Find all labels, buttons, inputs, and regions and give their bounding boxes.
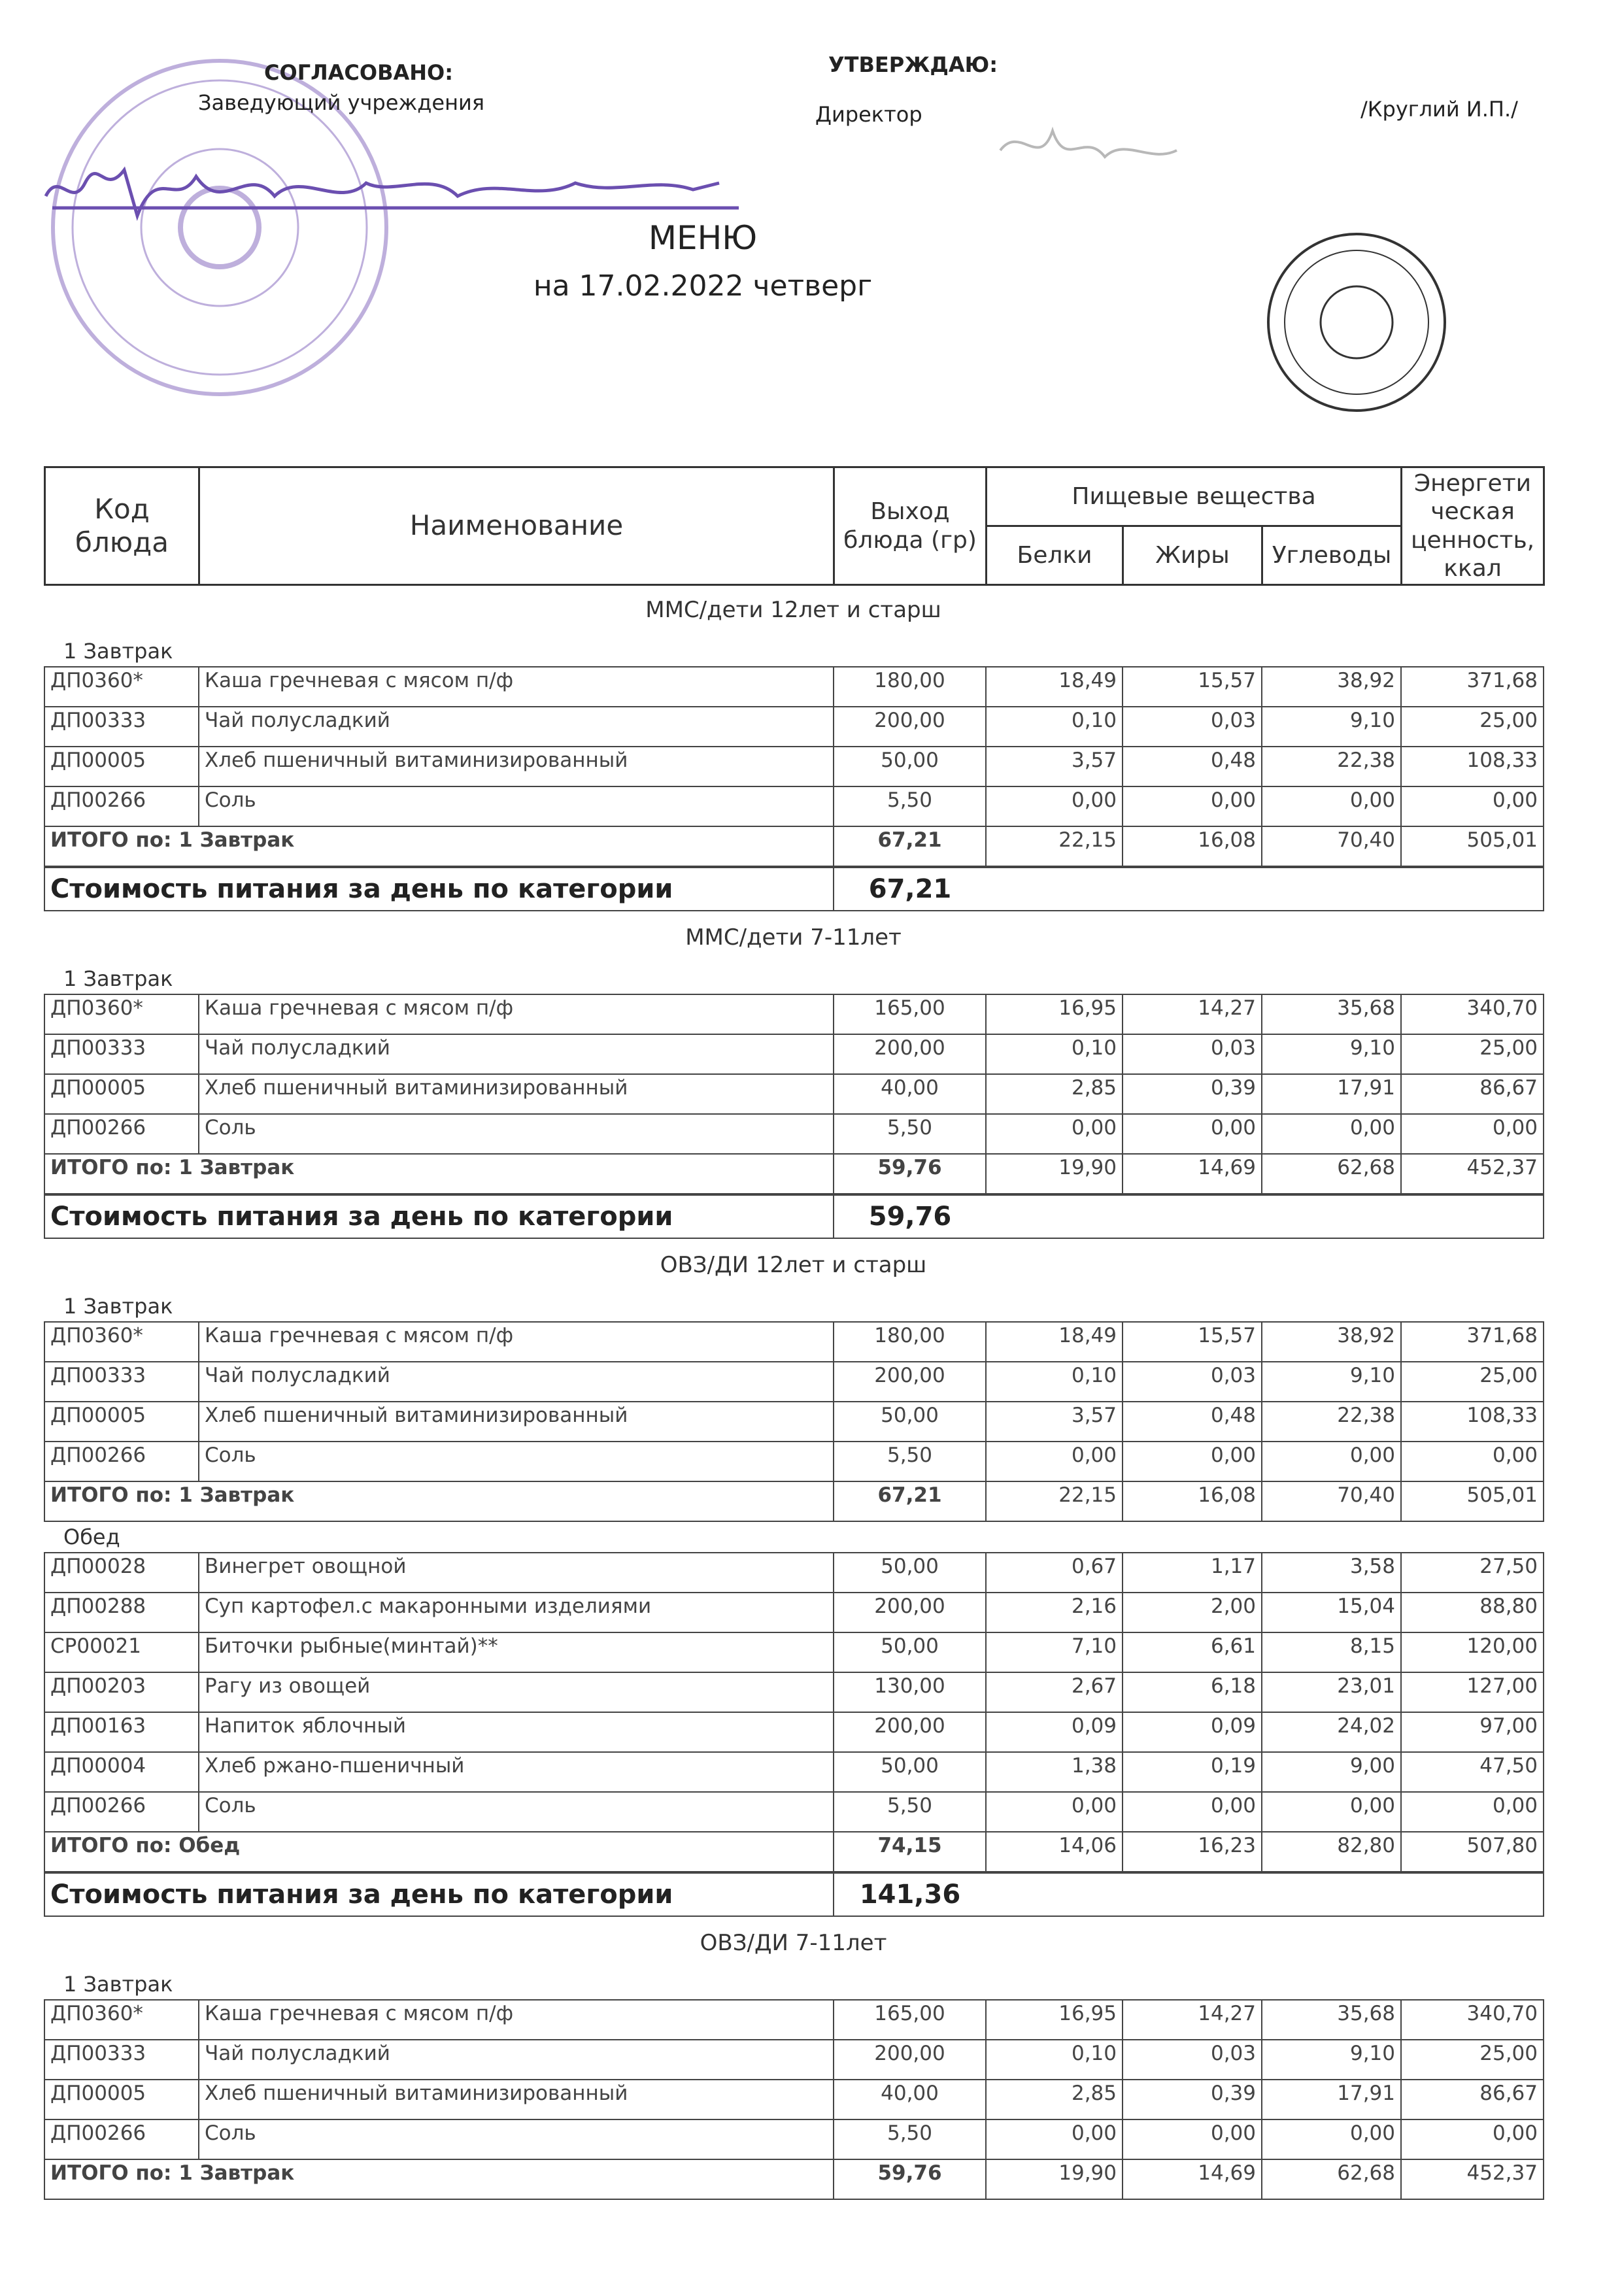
protein-cell: 16,95 bbox=[986, 2000, 1123, 2040]
energy-cell: 340,70 bbox=[1401, 994, 1544, 1034]
col-nutrients: Пищевые вещества bbox=[987, 467, 1402, 526]
dish-code-cell: ДП00266 bbox=[44, 1792, 199, 1832]
total-protein-cell: 22,15 bbox=[986, 826, 1123, 866]
col-fat: Жиры bbox=[1123, 526, 1262, 585]
dish-name-cell: Чай полусладкий bbox=[199, 2040, 834, 2080]
carbs-cell: 9,10 bbox=[1262, 1362, 1401, 1402]
dish-yield-cell: 50,00 bbox=[834, 1402, 986, 1442]
fat-cell: 0,00 bbox=[1123, 1442, 1262, 1481]
cost-row bbox=[44, 1195, 1544, 1238]
fat-cell: 2,00 bbox=[1123, 1593, 1262, 1632]
dish-code-cell: ДП00163 bbox=[44, 1712, 199, 1752]
total-energy-cell: 452,37 bbox=[1401, 2159, 1544, 2199]
carbs-cell: 22,38 bbox=[1262, 747, 1401, 786]
dish-name-cell: Хлеб пшеничный витаминизированный bbox=[199, 2080, 834, 2119]
table-row bbox=[44, 1672, 1544, 1712]
fat-cell: 0,48 bbox=[1123, 1402, 1262, 1442]
column-header-table bbox=[44, 466, 1545, 586]
dish-code-cell: ДП00333 bbox=[44, 1362, 199, 1402]
dish-yield-cell: 130,00 bbox=[834, 1672, 986, 1712]
total-row bbox=[44, 2159, 1544, 2199]
fat-cell: 0,39 bbox=[1123, 1074, 1262, 1114]
meal-table bbox=[44, 994, 1544, 1194]
fat-cell: 15,57 bbox=[1123, 667, 1262, 707]
dish-code-cell: ДП0360* bbox=[44, 2000, 199, 2040]
protein-cell: 0,00 bbox=[986, 2119, 1123, 2159]
energy-cell: 97,00 bbox=[1401, 1712, 1544, 1752]
signature-left bbox=[46, 170, 739, 216]
total-energy-cell: 452,37 bbox=[1401, 1154, 1544, 1194]
dish-code-cell: ДП00203 bbox=[44, 1672, 199, 1712]
protein-cell: 0,00 bbox=[986, 786, 1123, 826]
fat-cell: 0,00 bbox=[1123, 2119, 1262, 2159]
dish-yield-cell: 165,00 bbox=[834, 2000, 986, 2040]
dish-name-cell: Хлеб пшеничный витаминизированный bbox=[199, 1074, 834, 1114]
dish-code-cell: ДП00028 bbox=[44, 1553, 199, 1593]
meal-table bbox=[44, 1999, 1544, 2200]
energy-cell: 27,50 bbox=[1401, 1553, 1544, 1593]
energy-cell: 127,00 bbox=[1401, 1672, 1544, 1712]
protein-cell: 2,16 bbox=[986, 1593, 1123, 1632]
table-row bbox=[44, 1402, 1544, 1442]
dish-code-cell: ДП00005 bbox=[44, 1074, 199, 1114]
approve-name: /Круглий И.П./ bbox=[1360, 97, 1518, 122]
meal-label: 1 Завтрак bbox=[63, 966, 173, 991]
energy-cell: 0,00 bbox=[1401, 2119, 1544, 2159]
total-fat-cell: 16,23 bbox=[1123, 1832, 1262, 1872]
total-fat-cell: 14,69 bbox=[1123, 1154, 1262, 1194]
total-row bbox=[44, 826, 1544, 866]
dish-yield-cell: 5,50 bbox=[834, 786, 986, 826]
col-yield: Выход блюда (гр) bbox=[834, 467, 987, 585]
category-section bbox=[44, 1239, 1543, 1917]
approve-label: УТВЕРЖДАЮ: bbox=[828, 52, 998, 77]
table-row bbox=[44, 1792, 1544, 1832]
total-fat-cell: 16,08 bbox=[1123, 826, 1262, 866]
protein-cell: 3,57 bbox=[986, 747, 1123, 786]
total-row bbox=[44, 1481, 1544, 1521]
dish-yield-cell: 165,00 bbox=[834, 994, 986, 1034]
total-carbs-cell: 62,68 bbox=[1262, 1154, 1401, 1194]
cost-table bbox=[44, 1194, 1544, 1239]
total-yield-cell: 67,21 bbox=[834, 1481, 986, 1521]
energy-cell: 88,80 bbox=[1401, 1593, 1544, 1632]
category-section bbox=[44, 584, 1543, 911]
dish-yield-cell: 200,00 bbox=[834, 707, 986, 747]
meal-table bbox=[44, 1552, 1544, 1872]
energy-cell: 371,68 bbox=[1401, 1322, 1544, 1362]
energy-cell: 0,00 bbox=[1401, 1442, 1544, 1481]
dish-yield-cell: 50,00 bbox=[834, 747, 986, 786]
dish-code-cell: ДП00333 bbox=[44, 2040, 199, 2080]
cost-value: 59,76 bbox=[834, 1195, 986, 1238]
energy-cell: 86,67 bbox=[1401, 2080, 1544, 2119]
protein-cell: 0,67 bbox=[986, 1553, 1123, 1593]
energy-cell: 47,50 bbox=[1401, 1752, 1544, 1792]
cost-blank bbox=[986, 1195, 1544, 1238]
protein-cell: 0,10 bbox=[986, 2040, 1123, 2080]
total-fat-cell: 14,69 bbox=[1123, 2159, 1262, 2199]
protein-cell: 0,09 bbox=[986, 1712, 1123, 1752]
total-label-cell: ИТОГО по: 1 Завтрак bbox=[44, 1154, 834, 1194]
total-yield-cell: 59,76 bbox=[834, 2159, 986, 2199]
protein-cell: 0,10 bbox=[986, 707, 1123, 747]
total-label-cell: ИТОГО по: 1 Завтрак bbox=[44, 826, 834, 866]
table-row bbox=[44, 786, 1544, 826]
dish-name-cell: Каша гречневая с мясом п/ф bbox=[199, 1322, 834, 1362]
dish-name-cell: Винегрет овощной bbox=[199, 1553, 834, 1593]
energy-cell: 340,70 bbox=[1401, 2000, 1544, 2040]
carbs-cell: 38,92 bbox=[1262, 667, 1401, 707]
cost-label: Стоимость питания за день по категории bbox=[44, 1195, 834, 1238]
dish-code-cell: ДП00333 bbox=[44, 707, 199, 747]
energy-cell: 108,33 bbox=[1401, 1402, 1544, 1442]
energy-cell: 25,00 bbox=[1401, 707, 1544, 747]
cost-row bbox=[44, 1873, 1544, 1916]
total-energy-cell: 505,01 bbox=[1401, 1481, 1544, 1521]
cost-value: 141,36 bbox=[834, 1873, 986, 1916]
fat-cell: 15,57 bbox=[1123, 1322, 1262, 1362]
carbs-cell: 9,10 bbox=[1262, 707, 1401, 747]
energy-cell: 120,00 bbox=[1401, 1632, 1544, 1672]
table-row bbox=[44, 1712, 1544, 1752]
signature-right bbox=[1000, 131, 1177, 157]
protein-cell: 2,67 bbox=[986, 1672, 1123, 1712]
total-fat-cell: 16,08 bbox=[1123, 1481, 1262, 1521]
protein-cell: 7,10 bbox=[986, 1632, 1123, 1672]
dish-code-cell: СР00021 bbox=[44, 1632, 199, 1672]
table-row bbox=[44, 667, 1544, 707]
protein-cell: 18,49 bbox=[986, 1322, 1123, 1362]
protein-cell: 0,00 bbox=[986, 1792, 1123, 1832]
fat-cell: 0,39 bbox=[1123, 2080, 1262, 2119]
carbs-cell: 35,68 bbox=[1262, 2000, 1401, 2040]
dish-code-cell: ДП0360* bbox=[44, 667, 199, 707]
menu-body bbox=[44, 584, 1543, 2200]
dish-name-cell: Напиток яблочный bbox=[199, 1712, 834, 1752]
col-energy: Энергети ческая ценность, ккал bbox=[1402, 467, 1544, 585]
carbs-cell: 35,68 bbox=[1262, 994, 1401, 1034]
carbs-cell: 0,00 bbox=[1262, 1442, 1401, 1481]
dish-code-cell: ДП00288 bbox=[44, 1593, 199, 1632]
dish-name-cell: Хлеб ржано-пшеничный bbox=[199, 1752, 834, 1792]
cost-table bbox=[44, 1872, 1544, 1917]
fat-cell: 6,18 bbox=[1123, 1672, 1262, 1712]
total-protein-cell: 19,90 bbox=[986, 2159, 1123, 2199]
dish-name-cell: Соль bbox=[199, 1792, 834, 1832]
table-row bbox=[44, 1593, 1544, 1632]
dish-name-cell: Соль bbox=[199, 786, 834, 826]
fat-cell: 0,00 bbox=[1123, 1792, 1262, 1832]
dish-code-cell: ДП00005 bbox=[44, 747, 199, 786]
dish-name-cell: Чай полусладкий bbox=[199, 1362, 834, 1402]
carbs-cell: 8,15 bbox=[1262, 1632, 1401, 1672]
protein-cell: 0,00 bbox=[986, 1442, 1123, 1481]
table-row bbox=[44, 1362, 1544, 1402]
protein-cell: 1,38 bbox=[986, 1752, 1123, 1792]
dish-name-cell: Чай полусладкий bbox=[199, 1034, 834, 1074]
page-subtitle: на 17.02.2022 четверг bbox=[533, 269, 873, 303]
fat-cell: 14,27 bbox=[1123, 2000, 1262, 2040]
table-row bbox=[44, 2080, 1544, 2119]
dish-yield-cell: 200,00 bbox=[834, 1362, 986, 1402]
dish-name-cell: Чай полусладкий bbox=[199, 707, 834, 747]
meal-table bbox=[44, 666, 1544, 867]
dish-name-cell: Каша гречневая с мясом п/ф bbox=[199, 2000, 834, 2040]
table-row bbox=[44, 1442, 1544, 1481]
fat-cell: 0,19 bbox=[1123, 1752, 1262, 1792]
protein-cell: 16,95 bbox=[986, 994, 1123, 1034]
category-title: ММС/дети 12лет и старш bbox=[645, 597, 941, 623]
table-row bbox=[44, 707, 1544, 747]
dish-yield-cell: 200,00 bbox=[834, 1712, 986, 1752]
fat-cell: 0,03 bbox=[1123, 707, 1262, 747]
agreed-position: Заведующий учреждения bbox=[198, 90, 485, 115]
total-carbs-cell: 70,40 bbox=[1262, 1481, 1401, 1521]
fat-cell: 6,61 bbox=[1123, 1632, 1262, 1672]
protein-cell: 2,85 bbox=[986, 1074, 1123, 1114]
meal-table bbox=[44, 1321, 1544, 1522]
carbs-cell: 0,00 bbox=[1262, 786, 1401, 826]
table-row bbox=[44, 1752, 1544, 1792]
col-name: Наименование bbox=[199, 467, 834, 585]
dish-yield-cell: 200,00 bbox=[834, 1034, 986, 1074]
energy-cell: 0,00 bbox=[1401, 1792, 1544, 1832]
cost-row bbox=[44, 868, 1544, 911]
dish-yield-cell: 40,00 bbox=[834, 1074, 986, 1114]
carbs-cell: 15,04 bbox=[1262, 1593, 1401, 1632]
protein-cell: 0,10 bbox=[986, 1362, 1123, 1402]
dish-code-cell: ДП00266 bbox=[44, 1442, 199, 1481]
cost-label: Стоимость питания за день по категории bbox=[44, 1873, 834, 1916]
dish-code-cell: ДП00333 bbox=[44, 1034, 199, 1074]
carbs-cell: 0,00 bbox=[1262, 1792, 1401, 1832]
dish-yield-cell: 200,00 bbox=[834, 2040, 986, 2080]
cost-blank bbox=[986, 868, 1544, 911]
total-carbs-cell: 82,80 bbox=[1262, 1832, 1401, 1872]
round-stamp-right bbox=[1268, 234, 1445, 411]
col-carbs: Углеводы bbox=[1262, 526, 1402, 585]
carbs-cell: 0,00 bbox=[1262, 1114, 1401, 1154]
page-title: МЕНЮ bbox=[648, 219, 758, 257]
meal-label: 1 Завтрак bbox=[63, 1294, 173, 1319]
energy-cell: 86,67 bbox=[1401, 1074, 1544, 1114]
energy-cell: 371,68 bbox=[1401, 667, 1544, 707]
fat-cell: 0,00 bbox=[1123, 1114, 1262, 1154]
protein-cell: 0,10 bbox=[986, 1034, 1123, 1074]
dish-name-cell: Биточки рыбные(минтай)** bbox=[199, 1632, 834, 1672]
table-row bbox=[44, 994, 1544, 1034]
protein-cell: 2,85 bbox=[986, 2080, 1123, 2119]
table-row bbox=[44, 747, 1544, 786]
total-energy-cell: 507,80 bbox=[1401, 1832, 1544, 1872]
carbs-cell: 0,00 bbox=[1262, 2119, 1401, 2159]
table-row bbox=[44, 1322, 1544, 1362]
total-label-cell: ИТОГО по: Обед bbox=[44, 1832, 834, 1872]
total-protein-cell: 22,15 bbox=[986, 1481, 1123, 1521]
dish-code-cell: ДП00004 bbox=[44, 1752, 199, 1792]
energy-cell: 0,00 bbox=[1401, 786, 1544, 826]
protein-cell: 3,57 bbox=[986, 1402, 1123, 1442]
carbs-cell: 38,92 bbox=[1262, 1322, 1401, 1362]
category-title: ОВЗ/ДИ 7-11лет bbox=[700, 1930, 887, 1956]
carbs-cell: 3,58 bbox=[1262, 1553, 1401, 1593]
dish-code-cell: ДП00005 bbox=[44, 2080, 199, 2119]
fat-cell: 1,17 bbox=[1123, 1553, 1262, 1593]
total-protein-cell: 14,06 bbox=[986, 1832, 1123, 1872]
meal-label: 1 Завтрак bbox=[63, 639, 173, 664]
total-carbs-cell: 70,40 bbox=[1262, 826, 1401, 866]
carbs-cell: 9,00 bbox=[1262, 1752, 1401, 1792]
carbs-cell: 9,10 bbox=[1262, 1034, 1401, 1074]
table-row bbox=[44, 1632, 1544, 1672]
category-title: ОВЗ/ДИ 12лет и старш bbox=[660, 1252, 927, 1278]
total-label-cell: ИТОГО по: 1 Завтрак bbox=[44, 2159, 834, 2199]
table-row bbox=[44, 2119, 1544, 2159]
dish-name-cell: Хлеб пшеничный витаминизированный bbox=[199, 747, 834, 786]
cost-table bbox=[44, 867, 1544, 911]
total-row bbox=[44, 1154, 1544, 1194]
fat-cell: 0,03 bbox=[1123, 1034, 1262, 1074]
agreed-label: СОГЛАСОВАНО: bbox=[264, 60, 454, 85]
cost-value: 67,21 bbox=[834, 868, 986, 911]
cost-blank bbox=[986, 1873, 1544, 1916]
table-row bbox=[44, 1553, 1544, 1593]
dish-yield-cell: 5,50 bbox=[834, 1114, 986, 1154]
carbs-cell: 17,91 bbox=[1262, 1074, 1401, 1114]
dish-code-cell: ДП00266 bbox=[44, 1114, 199, 1154]
dish-yield-cell: 5,50 bbox=[834, 1792, 986, 1832]
dish-name-cell: Соль bbox=[199, 2119, 834, 2159]
dish-yield-cell: 5,50 bbox=[834, 2119, 986, 2159]
protein-cell: 0,00 bbox=[986, 1114, 1123, 1154]
dish-name-cell: Каша гречневая с мясом п/ф bbox=[199, 994, 834, 1034]
dish-code-cell: ДП00266 bbox=[44, 786, 199, 826]
energy-cell: 108,33 bbox=[1401, 747, 1544, 786]
protein-cell: 18,49 bbox=[986, 667, 1123, 707]
fat-cell: 0,00 bbox=[1123, 786, 1262, 826]
table-row bbox=[44, 2040, 1544, 2080]
category-section bbox=[44, 1917, 1543, 2200]
dish-yield-cell: 50,00 bbox=[834, 1553, 986, 1593]
category-section bbox=[44, 911, 1543, 1239]
dish-name-cell: Каша гречневая с мясом п/ф bbox=[199, 667, 834, 707]
dish-name-cell: Рагу из овощей bbox=[199, 1672, 834, 1712]
table-row bbox=[44, 1074, 1544, 1114]
carbs-cell: 17,91 bbox=[1262, 2080, 1401, 2119]
total-row bbox=[44, 1832, 1544, 1872]
dish-code-cell: ДП00266 bbox=[44, 2119, 199, 2159]
carbs-cell: 9,10 bbox=[1262, 2040, 1401, 2080]
dish-name-cell: Соль bbox=[199, 1442, 834, 1481]
fat-cell: 0,03 bbox=[1123, 1362, 1262, 1402]
dish-yield-cell: 40,00 bbox=[834, 2080, 986, 2119]
table-row bbox=[44, 1034, 1544, 1074]
total-protein-cell: 19,90 bbox=[986, 1154, 1123, 1194]
fat-cell: 0,03 bbox=[1123, 2040, 1262, 2080]
dish-code-cell: ДП00005 bbox=[44, 1402, 199, 1442]
energy-cell: 0,00 bbox=[1401, 1114, 1544, 1154]
dish-code-cell: ДП0360* bbox=[44, 1322, 199, 1362]
dish-name-cell: Соль bbox=[199, 1114, 834, 1154]
carbs-cell: 24,02 bbox=[1262, 1712, 1401, 1752]
fat-cell: 0,48 bbox=[1123, 747, 1262, 786]
meal-label: Обед bbox=[63, 1525, 120, 1549]
total-energy-cell: 505,01 bbox=[1401, 826, 1544, 866]
total-yield-cell: 74,15 bbox=[834, 1832, 986, 1872]
meal-label: 1 Завтрак bbox=[63, 1972, 173, 1997]
dish-code-cell: ДП0360* bbox=[44, 994, 199, 1034]
dish-yield-cell: 50,00 bbox=[834, 1752, 986, 1792]
dish-yield-cell: 200,00 bbox=[834, 1593, 986, 1632]
table-row bbox=[44, 2000, 1544, 2040]
dish-yield-cell: 5,50 bbox=[834, 1442, 986, 1481]
carbs-cell: 23,01 bbox=[1262, 1672, 1401, 1712]
cost-label: Стоимость питания за день по категории bbox=[44, 868, 834, 911]
energy-cell: 25,00 bbox=[1401, 1362, 1544, 1402]
dish-yield-cell: 180,00 bbox=[834, 1322, 986, 1362]
dish-yield-cell: 50,00 bbox=[834, 1632, 986, 1672]
col-code: Код блюда bbox=[45, 467, 199, 585]
category-title: ММС/дети 7-11лет bbox=[685, 924, 902, 951]
dish-name-cell: Суп картофел.с макаронными изделиями bbox=[199, 1593, 834, 1632]
total-yield-cell: 67,21 bbox=[834, 826, 986, 866]
energy-cell: 25,00 bbox=[1401, 1034, 1544, 1074]
table-row bbox=[44, 1114, 1544, 1154]
approve-position: Директор bbox=[815, 102, 922, 127]
fat-cell: 0,09 bbox=[1123, 1712, 1262, 1752]
energy-cell: 25,00 bbox=[1401, 2040, 1544, 2080]
carbs-cell: 22,38 bbox=[1262, 1402, 1401, 1442]
dish-yield-cell: 180,00 bbox=[834, 667, 986, 707]
dish-name-cell: Хлеб пшеничный витаминизированный bbox=[199, 1402, 834, 1442]
fat-cell: 14,27 bbox=[1123, 994, 1262, 1034]
total-carbs-cell: 62,68 bbox=[1262, 2159, 1401, 2199]
total-label-cell: ИТОГО по: 1 Завтрак bbox=[44, 1481, 834, 1521]
total-yield-cell: 59,76 bbox=[834, 1154, 986, 1194]
col-protein: Белки bbox=[987, 526, 1123, 585]
